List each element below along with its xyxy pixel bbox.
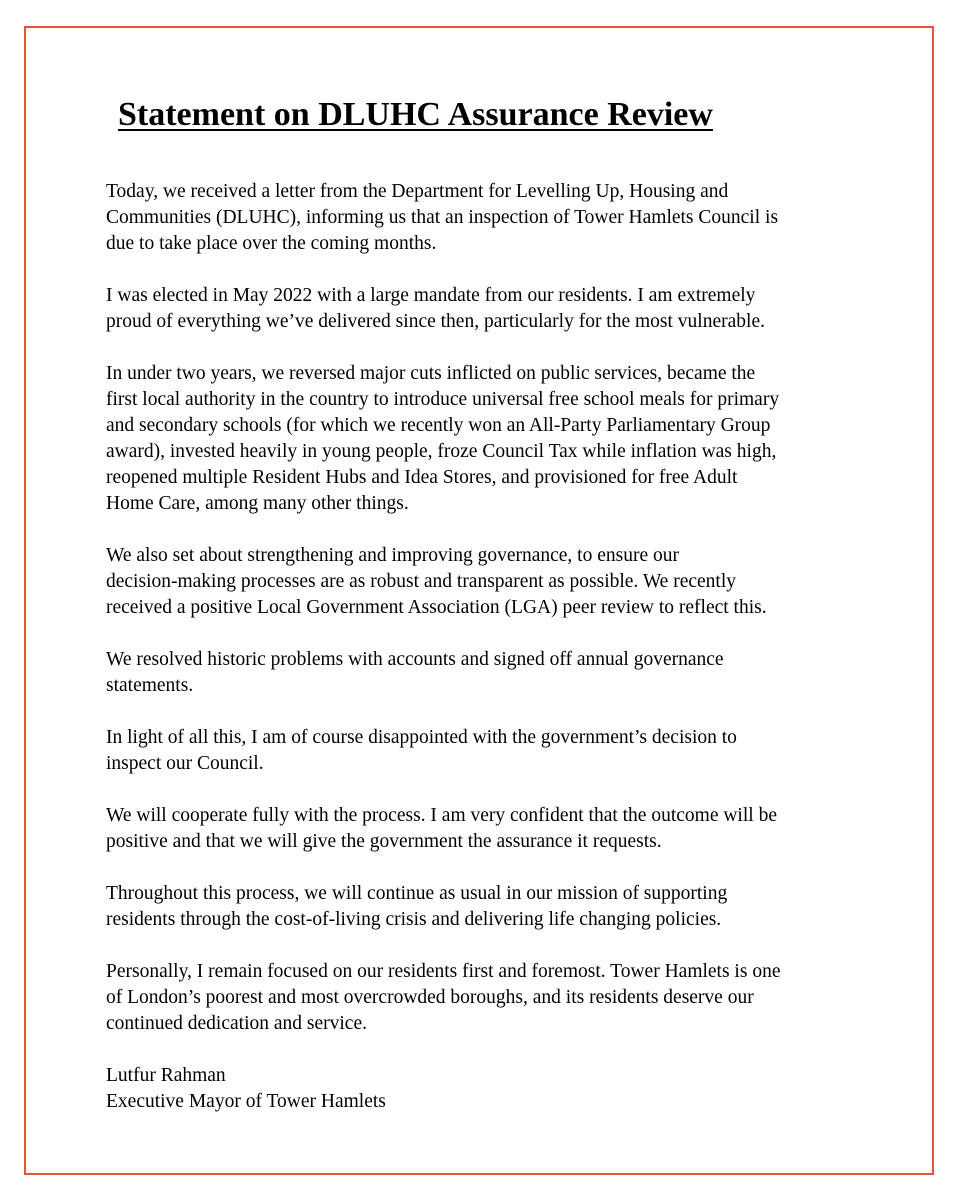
- text-line: first local authority in the country to introduce universal free school meals for primary: [106, 389, 780, 410]
- text-line: Throughout this process, we will continue as usual in our mission of supporting: [106, 883, 728, 904]
- paragraph-1: [106, 179, 866, 257]
- text-line: proud of everything we’ve delivered since then, particularly for the most vulnerable.: [106, 311, 765, 332]
- text-line: In light of all this, I am of course disappointed with the government’s decision to: [106, 727, 737, 748]
- text-line: Communities (DLUHC), informing us that an inspection of Tower Hamlets Council is: [106, 207, 779, 228]
- paragraph-8: [106, 881, 866, 933]
- text-line: positive and that we will give the government the assurance it requests.: [106, 831, 662, 852]
- text-line: We resolved historic problems with accounts and signed off annual governance: [106, 649, 724, 670]
- text-line: and secondary schools (for which we recently won an All-Party Parliamentary Group: [106, 415, 771, 436]
- text-line: statements.: [106, 675, 194, 696]
- text-line: reopened multiple Resident Hubs and Idea Stores, and provisioned for free Adult: [106, 467, 738, 488]
- paragraph-5: [106, 647, 866, 699]
- signature-block: [106, 1063, 866, 1115]
- paragraph-7: [106, 803, 866, 855]
- text-line: of London’s poorest and most overcrowded boroughs, and its residents deserve our: [106, 987, 754, 1008]
- text-line: We also set about strengthening and improving governance, to ensure our: [106, 545, 679, 566]
- signature-role: Executive Mayor of Tower Hamlets: [106, 1091, 386, 1112]
- text-line: Today, we received a letter from the Department for Levelling Up, Housing and: [106, 181, 729, 202]
- statement-body: [106, 179, 866, 1141]
- paragraph-2: [106, 283, 866, 335]
- text-line: continued dedication and service.: [106, 1013, 367, 1034]
- text-line: I was elected in May 2022 with a large mandate from our residents. I am extremely: [106, 285, 756, 306]
- text-line: decision-making processes are as robust and transparent as possible. We recently: [106, 571, 736, 592]
- text-line: due to take place over the coming months.: [106, 233, 437, 254]
- paragraph-9: [106, 959, 866, 1037]
- signature-name: Lutfur Rahman: [106, 1065, 226, 1086]
- paragraph-4: [106, 543, 866, 621]
- text-line: residents through the cost-of-living crisis and delivering life changing policies.: [106, 909, 722, 930]
- text-line: In under two years, we reversed major cuts inflicted on public services, became the: [106, 363, 756, 384]
- text-line: Home Care, among many other things.: [106, 493, 409, 514]
- paragraph-6: [106, 725, 866, 777]
- text-line: We will cooperate fully with the process. I am very confident that the outcome will be: [106, 805, 777, 826]
- paragraph-3: [106, 361, 866, 517]
- statement-title: Statement on DLUHC Assurance Review: [118, 96, 713, 133]
- text-line: received a positive Local Government Association (LGA) peer review to reflect this.: [106, 597, 767, 618]
- text-line: inspect our Council.: [106, 753, 264, 774]
- text-line: award), invested heavily in young people, froze Council Tax while inflation was high,: [106, 441, 777, 462]
- text-line: Personally, I remain focused on our residents first and foremost. Tower Hamlets is one: [106, 961, 781, 982]
